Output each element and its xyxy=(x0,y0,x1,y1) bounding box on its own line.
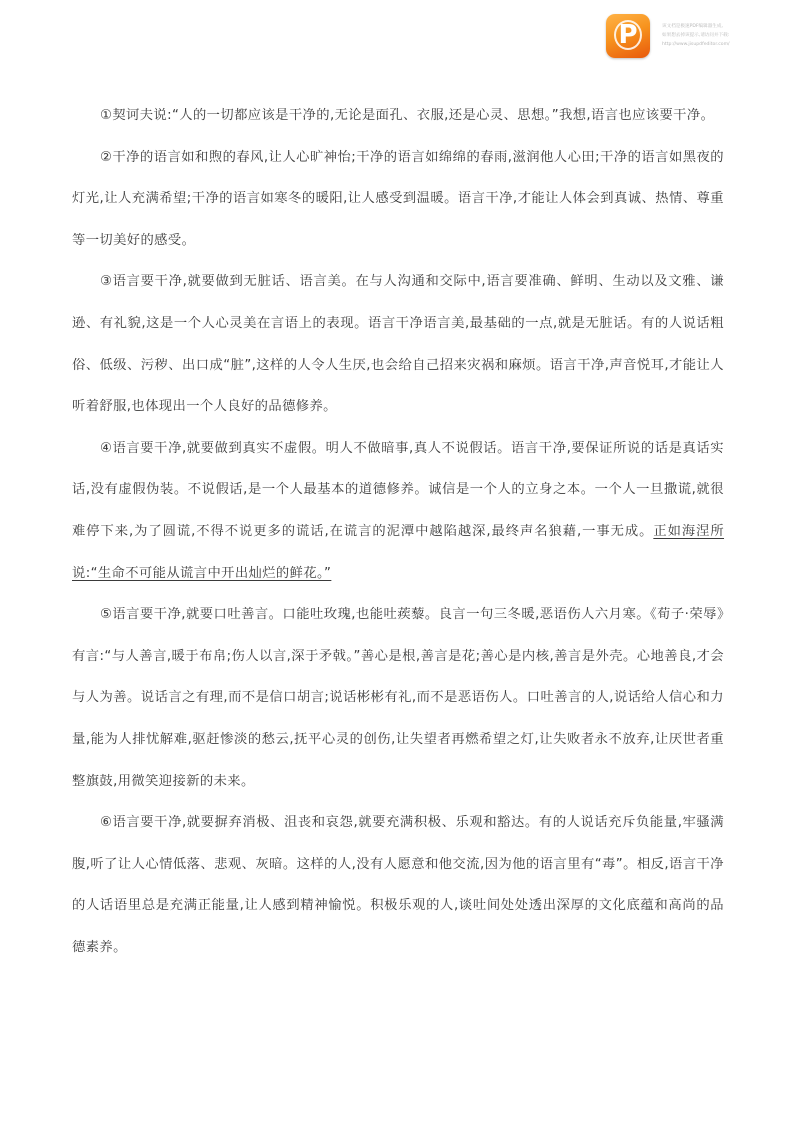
watermark-notice-line: 该文档是极速PDF编辑器生成, xyxy=(662,24,723,29)
paragraph-4-text: ④语言要干净,就要做到真实不虚假。明人不做暗事,真人不说假话。语言干净,要保证所说的话是真话实话,没有虚假伪装。不说假话,是一个人最基本的道德修养。诚信是一个人的立身之本。一个人一旦撒谎,就很难停下来,为了圆谎,不得不说更多的谎话,在谎言的泥潭中越陷越深,最终声名狼藉,一事无成。 xyxy=(72,440,724,539)
paragraph-3: ③语言要干净,就要做到无脏话、语言美。在与人沟通和交际中,语言要准确、鲜明、生动以及文雅、谦逊、有礼貌,这是一个人心灵美在言语上的表现。语言干净语言美,最基础的一点,就是无脏话。有的人说话粗俗、低级、污秽、出口成“脏”,这样的人令人生厌,也会给自己招来灾祸和麻烦。语言干净,声音悦耳,才能让人听着舒服,也体现出一个人良好的品德修养。 xyxy=(72,274,724,415)
watermark-notice-link[interactable]: http://www.jisupdfeditor.com/ xyxy=(662,42,730,47)
paragraph-6: ⑥语言要干净,就要摒弃消极、沮丧和哀怨,就要充满积极、乐观和豁达。有的人说话充斥负能量,牢骚满腹,听了让人心情低落、悲观、灰暗。这样的人,没有人愿意和他交流,因为他的语言里有“毒”。相反,语言干净的人话语里总是充满正能量,让人感到精神愉悦。积极乐观的人,谈吐间处处透出深厚的文化底蕴和高尚的品德素养。 xyxy=(72,815,724,955)
paragraph-2: ②干净的语言如和煦的春风,让人心旷神怡;干净的语言如绵绵的春雨,滋润他人心田;干净的语言如黑夜的灯光,让人充满希望;干净的语言如寒冬的暖阳,让人感受到温暖。语言干净,才能让人体会到真诚、热情、尊重等一切美好的感受。 xyxy=(72,149,724,248)
pdf-factory-logo-icon xyxy=(606,14,650,58)
pdf-watermark-header xyxy=(606,14,786,60)
logo-letter: P xyxy=(618,20,638,50)
watermark-notice xyxy=(662,22,786,49)
document-body xyxy=(72,95,724,968)
paragraph-1: ①契诃夫说:“人的一切都应该是干净的,无论是面孔、衣服,还是心灵、思想。”我想,语言也应该要干净。 xyxy=(100,108,715,123)
watermark-notice-line: 如果想去掉该提示,请访问并下载: xyxy=(662,33,730,38)
paragraph-5: ⑤语言要干净,就要口吐善言。口能吐玫瑰,也能吐蒺藜。良言一句三冬暖,恶语伤人六月寒。《荀子·荣辱》有言:“与人善言,暖于布帛;伤人以言,深于矛戟。”善心是根,善言是花;善心是内核,善言是外壳。心地善良,才会与人为善。说话言之有理,而不是信口胡言;说话彬彬有礼,而不是恶语伤人。口吐善言的人,说话给人信心和力量,能为人排忧解难,驱赶惨淡的愁云,抚平心灵的创伤,让失望者再燃希望之灯,让失败者永不放弃,让厌世者重整旗鼓,用微笑迎接新的未来。 xyxy=(72,607,724,789)
paragraph-4 xyxy=(72,428,724,594)
underlined-quote: 正如海涅所说:“生命不可能从谎言中开出灿烂的鲜花。” xyxy=(72,523,725,581)
